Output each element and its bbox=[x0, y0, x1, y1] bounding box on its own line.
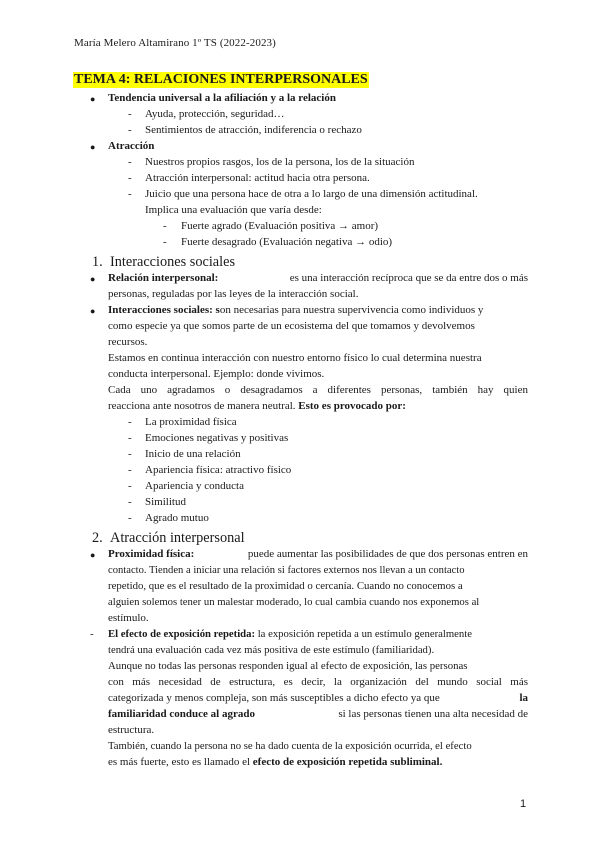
line bbox=[108, 755, 442, 771]
sub-list-item bbox=[0, 219, 600, 235]
justified-line bbox=[108, 547, 528, 563]
paragraph-line bbox=[0, 723, 600, 739]
paragraph-line bbox=[0, 563, 600, 579]
paragraph-line bbox=[0, 595, 600, 611]
list-item bbox=[0, 495, 600, 511]
bold-term: la bbox=[519, 692, 528, 704]
dash-marker: - bbox=[128, 512, 132, 524]
paragraph-line bbox=[0, 755, 600, 771]
dash-marker: - bbox=[90, 628, 94, 640]
list-item bbox=[0, 107, 600, 123]
bullet-relacion bbox=[0, 271, 600, 287]
list-item bbox=[0, 123, 600, 139]
list-item-text: Apariencia física: atractivo físico bbox=[145, 464, 292, 476]
line-text: recursos. bbox=[108, 336, 148, 348]
list-item-text: Inicio de una relación bbox=[145, 448, 241, 460]
list-item-continuation bbox=[0, 203, 600, 219]
line-text: También, cuando la persona no se ha dado cuenta de la exposición ocurrida, el efecto bbox=[108, 740, 472, 752]
list-item-text: La proximidad física bbox=[145, 416, 237, 428]
paragraph-line bbox=[0, 579, 600, 595]
section-title: Atracción interpersonal bbox=[110, 530, 245, 546]
paragraph-line bbox=[0, 335, 600, 351]
paragraph-line bbox=[0, 659, 600, 675]
bold-term: El efecto de exposición repetida: bbox=[108, 628, 256, 640]
dash-marker: - bbox=[128, 416, 132, 428]
list-item-text: Sentimientos de atracción, indiferencia o rechazo bbox=[145, 124, 362, 136]
justified-line bbox=[108, 691, 528, 707]
paragraph-line bbox=[0, 611, 600, 627]
bold-term: Esto es provocado por: bbox=[298, 400, 406, 412]
line-text: con más necesidad de estructura, es decir, la organización del mundo social más bbox=[108, 676, 528, 688]
page-header: María Melero Altamirano 1º TS (2022-2023) bbox=[74, 37, 276, 49]
list-item bbox=[0, 463, 600, 479]
list-item bbox=[0, 415, 600, 431]
list-item bbox=[0, 171, 600, 187]
bullet-dot: ● bbox=[90, 94, 96, 104]
list-item-text: Apariencia y conducta bbox=[145, 480, 244, 492]
page-title: TEMA 4: RELACIONES INTERPERSONALES bbox=[74, 72, 368, 87]
line-text: alguien solemos tener un malestar moderado, lo cual cambia cuando nos exponemos al bbox=[108, 596, 480, 608]
paragraph-line bbox=[0, 675, 600, 691]
paragraph-line bbox=[0, 707, 600, 723]
line-text: Estamos en continua interacción con nuestro entorno físico lo cual determina nuestra bbox=[108, 352, 482, 364]
line-text: es una interacción recíproca que se da entre dos o más bbox=[289, 272, 528, 284]
section-number: 2. bbox=[92, 530, 103, 546]
bold-term: efecto de exposición repetida subliminal. bbox=[252, 756, 443, 768]
line bbox=[108, 303, 528, 319]
section-title: Interacciones sociales bbox=[110, 254, 236, 270]
line-text: Aunque no todas las personas responden igual al efecto de exposición, las personas bbox=[108, 660, 468, 672]
line-text: categorizada y menos compleja, son más susceptibles a dicho efecto ya que bbox=[108, 692, 440, 704]
sub-list-item bbox=[0, 235, 600, 251]
line-text: tendrá una evaluación cada vez más positiva de este estímulo (familiaridad). bbox=[108, 644, 435, 656]
list-item bbox=[0, 511, 600, 527]
list-item-text: Similitud bbox=[145, 496, 186, 508]
affiliation-heading: Tendencia universal a la afiliación y a la relación bbox=[108, 92, 336, 104]
dash-marker: - bbox=[128, 496, 132, 508]
line bbox=[108, 627, 472, 643]
list-item-text: Juicio que una persona hace de otra a lo largo de una dimensión actitudinal. bbox=[145, 188, 478, 200]
list-item bbox=[0, 431, 600, 447]
line-text: contacto. Tienden a iniciar una relación si factores externos nos llevan a un contacto bbox=[108, 565, 465, 576]
bullet-dot: ● bbox=[90, 274, 96, 284]
document-body bbox=[0, 91, 600, 771]
paragraph-line bbox=[0, 383, 600, 399]
dash-marker: - bbox=[128, 480, 132, 492]
dash-exposicion bbox=[0, 627, 600, 643]
dash-marker: - bbox=[128, 188, 132, 200]
bullet-dot: ● bbox=[90, 142, 96, 152]
bold-term: Relación interpersonal: bbox=[108, 272, 219, 284]
section-number: 1. bbox=[92, 254, 103, 270]
bullet-attraction bbox=[0, 139, 600, 155]
dash-marker: - bbox=[128, 108, 132, 120]
paragraph-line bbox=[0, 691, 600, 707]
bold-term: familiaridad conduce al agrado bbox=[108, 708, 255, 720]
paragraph-line bbox=[0, 351, 600, 367]
list-item bbox=[0, 155, 600, 171]
paragraph-line bbox=[0, 287, 600, 303]
sub-list-item-text: Fuerte agrado (Evaluación positiva → amor) bbox=[181, 220, 379, 232]
line-text: es más fuerte, esto es llamado el bbox=[108, 756, 251, 768]
section-1-heading bbox=[0, 253, 600, 271]
list-item-text: Atracción interpersonal: actitud hacia otra persona. bbox=[145, 172, 370, 184]
dash-marker: - bbox=[128, 432, 132, 444]
dash-marker: - bbox=[128, 124, 132, 136]
bold-term: Interacciones sociales: s bbox=[108, 304, 220, 316]
line-text: como especie ya que somos parte de un ecosistema del que tomamos y devolvemos bbox=[108, 320, 475, 332]
list-item bbox=[0, 187, 600, 203]
line bbox=[108, 399, 406, 415]
line-text: estructura. bbox=[108, 724, 155, 736]
list-item bbox=[0, 447, 600, 463]
dash-marker: - bbox=[128, 464, 132, 476]
bullet-dot: ● bbox=[90, 306, 96, 316]
dash-marker: - bbox=[163, 236, 167, 248]
paragraph-line bbox=[0, 399, 600, 415]
list-item-text: Nuestros propios rasgos, los de la persona, los de la situación bbox=[145, 156, 415, 168]
line-text: estímulo. bbox=[108, 612, 149, 624]
line-text: la exposición repetida a un estímulo generalmente bbox=[257, 628, 472, 640]
list-item-text: Ayuda, protección, seguridad… bbox=[145, 108, 285, 120]
line-text: personas, reguladas por las leyes de la interacción social. bbox=[108, 288, 359, 300]
dash-marker: - bbox=[163, 220, 167, 232]
list-item-text: Implica una evaluación que varía desde: bbox=[145, 204, 322, 216]
attraction-heading: Atracción bbox=[108, 140, 155, 152]
line-text: Cada uno agradamos o desagradamos a diferentes personas, también hay quien bbox=[108, 384, 528, 396]
justified-line bbox=[108, 707, 528, 723]
bullet-interacciones bbox=[0, 303, 600, 319]
section-2-heading bbox=[0, 529, 600, 547]
dash-marker: - bbox=[128, 172, 132, 184]
sub-list-item-text: Fuerte desagrado (Evaluación negativa → odio) bbox=[181, 236, 393, 248]
dash-marker: - bbox=[128, 156, 132, 168]
bullet-proximidad bbox=[0, 547, 600, 563]
bold-term: Proximidad física: bbox=[108, 548, 195, 560]
paragraph-line bbox=[0, 643, 600, 659]
line-text: si las personas tienen una alta necesidad de bbox=[338, 708, 528, 720]
paragraph-line bbox=[0, 739, 600, 755]
line-text: on necesarias para nuestra supervivencia como individuos y bbox=[219, 304, 484, 316]
line-text: repetido, que es el resultado de la proximidad o cercanía. Cuando no conocemos a bbox=[108, 580, 463, 592]
paragraph-line bbox=[0, 367, 600, 383]
line-text: reacciona ante nosotros de manera neutral. bbox=[108, 400, 296, 412]
page-number: 1 bbox=[520, 798, 527, 810]
list-item bbox=[0, 479, 600, 495]
list-item-text: Emociones negativas y positivas bbox=[145, 432, 289, 444]
line-text: puede aumentar las posibilidades de que dos personas entren en bbox=[247, 548, 528, 560]
justified-line bbox=[108, 271, 528, 287]
dash-marker: - bbox=[128, 448, 132, 460]
paragraph-line bbox=[0, 319, 600, 335]
bullet-affiliation bbox=[0, 91, 600, 107]
bullet-dot: ● bbox=[90, 550, 96, 560]
list-item-text: Agrado mutuo bbox=[145, 512, 209, 524]
line-text: conducta interpersonal. Ejemplo: donde vivimos. bbox=[108, 368, 325, 380]
